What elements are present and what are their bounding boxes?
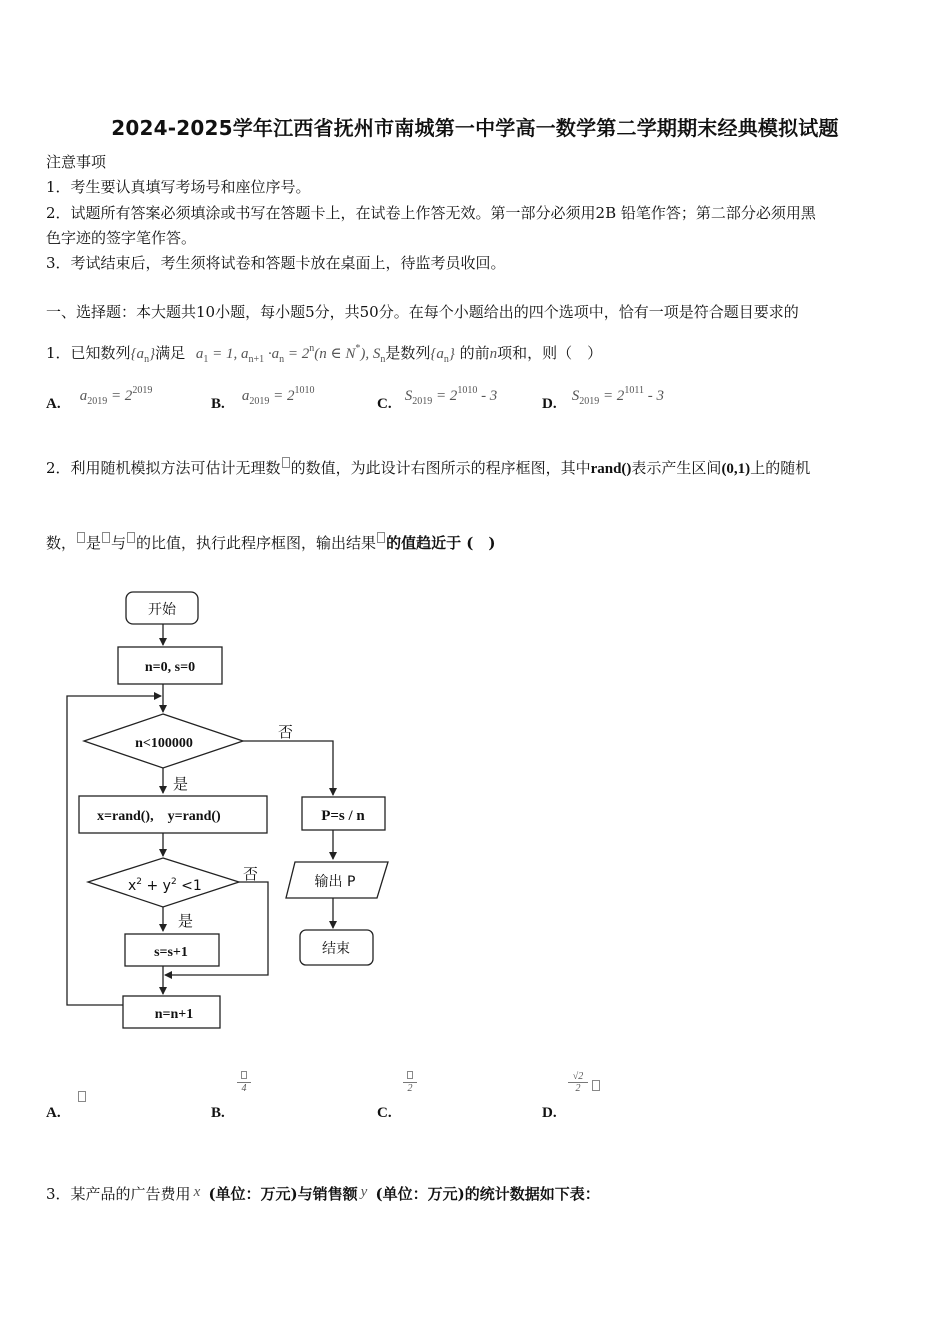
flow-yes-label-2: 是 xyxy=(178,912,194,930)
flow-cond1-label: n<100000 xyxy=(135,736,193,751)
q2-option-d-fraction: √2 2 xyxy=(568,1071,588,1094)
q1-seq-formula: $\{a_n\}$ xyxy=(130,346,156,365)
q1-text-2: 满足 xyxy=(155,344,186,362)
flow-arrow-no xyxy=(243,741,333,795)
q2-option-a[interactable]: A. xyxy=(46,1105,61,1121)
q1-text-3: 是数列 xyxy=(385,344,431,362)
q1-option-b-formula: $a_{2019} = 2^{1010}$ xyxy=(241,385,315,407)
page-title: 2024-2025学年江西省抚州市南城第一中学高一数学第二学期期末经典模拟试题 xyxy=(111,116,839,140)
missing-symbol-icon xyxy=(407,1071,413,1079)
question-3-stem: 3．某产品的广告费用 x (单位：万元)与销售额 y (单位：万元)的统计数据如下表： xyxy=(46,1184,600,1203)
q2-option-c-fraction: 2 xyxy=(403,1071,417,1094)
q1-option-d-formula: $S_{2019} = 2^{1011} - 3$ xyxy=(571,385,664,407)
question-number: 3． xyxy=(46,1185,71,1203)
q1-seq-formula-2: $\{a_n\}$ xyxy=(430,346,455,365)
q1-option-b[interactable]: B. $a_{2019} = 2^{1010}$ xyxy=(211,385,315,412)
q1-condition-formula: $a_1 = 1$, $a_{n+1} \cdot a_n = 2^n(n$ ∈ N*), $S_n$ xyxy=(195,343,386,365)
q1-text-1: 已知数列 xyxy=(70,344,131,362)
flow-yes-label: 是 xyxy=(173,775,189,793)
q1-text-5: 项和，则（ ） xyxy=(497,344,603,362)
flow-inc-n-label: n=n+1 xyxy=(154,1007,194,1022)
notice-item-2-cont: 色字迹的签字笔作答。 xyxy=(46,229,197,247)
missing-symbol-icon xyxy=(78,1091,86,1102)
question-number: 1． xyxy=(46,344,71,362)
q1-option-a-formula: $a_{2019} = 2^{2019}$ xyxy=(79,385,153,407)
q1-option-a[interactable]: A. $a_{2019} = 2^{2019}$ xyxy=(46,385,153,412)
q2-option-c[interactable]: C. xyxy=(377,1105,392,1121)
flow-end-label: 结束 xyxy=(322,941,350,957)
question-2-stem-line1: 2．利用随机模拟方法可估计无理数 的数值，为此设计右图所示的程序框图，其中rand()表示产生区间(0,1)上的随机 xyxy=(46,459,811,477)
q2-option-b-fraction: 4 xyxy=(237,1071,251,1094)
flow-rand-label: x=rand(), y=rand() xyxy=(97,809,221,824)
flow-cond2-label: $x^2 + y^2 <1$ xyxy=(128,877,202,894)
notice-item-2: 2．试题所有答案必须填涂或书写在答题卡上，在试卷上作答无效。第一部分必须用2B 铅笔作答；第二部分必须用黑 xyxy=(46,204,816,222)
q1-text-4: 的前 xyxy=(459,344,490,362)
notice-heading: 注意事项 xyxy=(46,153,107,171)
q2-option-b[interactable]: B. xyxy=(211,1105,225,1121)
flow-init-label: n=0, s=0 xyxy=(144,660,196,675)
q1-option-d[interactable]: D. $S_{2019} = 2^{1011} - 3$ xyxy=(542,385,664,412)
question-number: 2． xyxy=(46,459,71,477)
flow-start-label: 开始 xyxy=(148,602,176,618)
notice-item-3: 3．考试结束后，考生须将试卷和答题卡放在桌面上，待监考员收回。 xyxy=(46,254,506,272)
notice-item-1: 1．考生要认真填写考场号和座位序号。 xyxy=(46,178,311,196)
q1-option-c[interactable]: C. $S_{2019} = 2^{1010} - 3$ xyxy=(377,385,498,412)
flow-no-label-2: 否 xyxy=(243,865,259,883)
q2-option-d[interactable]: D. xyxy=(542,1105,557,1121)
q1-n-var: n xyxy=(489,346,498,362)
missing-symbol-icon xyxy=(241,1071,247,1079)
q1-option-c-formula: $S_{2019} = 2^{1010} - 3$ xyxy=(404,385,498,407)
flow-p-label: P=s / n xyxy=(321,808,365,824)
flow-no-label: 否 xyxy=(278,723,294,741)
flow-output-label: 输出 P xyxy=(314,874,356,890)
question-2-stem-line2: 数， 是 与 的比值，执行此程序框图，输出结果 的值趋近于 ( ) xyxy=(46,534,496,552)
missing-symbol-icon xyxy=(592,1080,600,1091)
flow-inc-s-label: s=s+1 xyxy=(154,945,188,960)
section-heading: 一、选择题：本大题共10小题，每小题5分，共50分。在每个小题给出的四个选项中，恰有一项是符合题目要求的 xyxy=(46,303,799,321)
